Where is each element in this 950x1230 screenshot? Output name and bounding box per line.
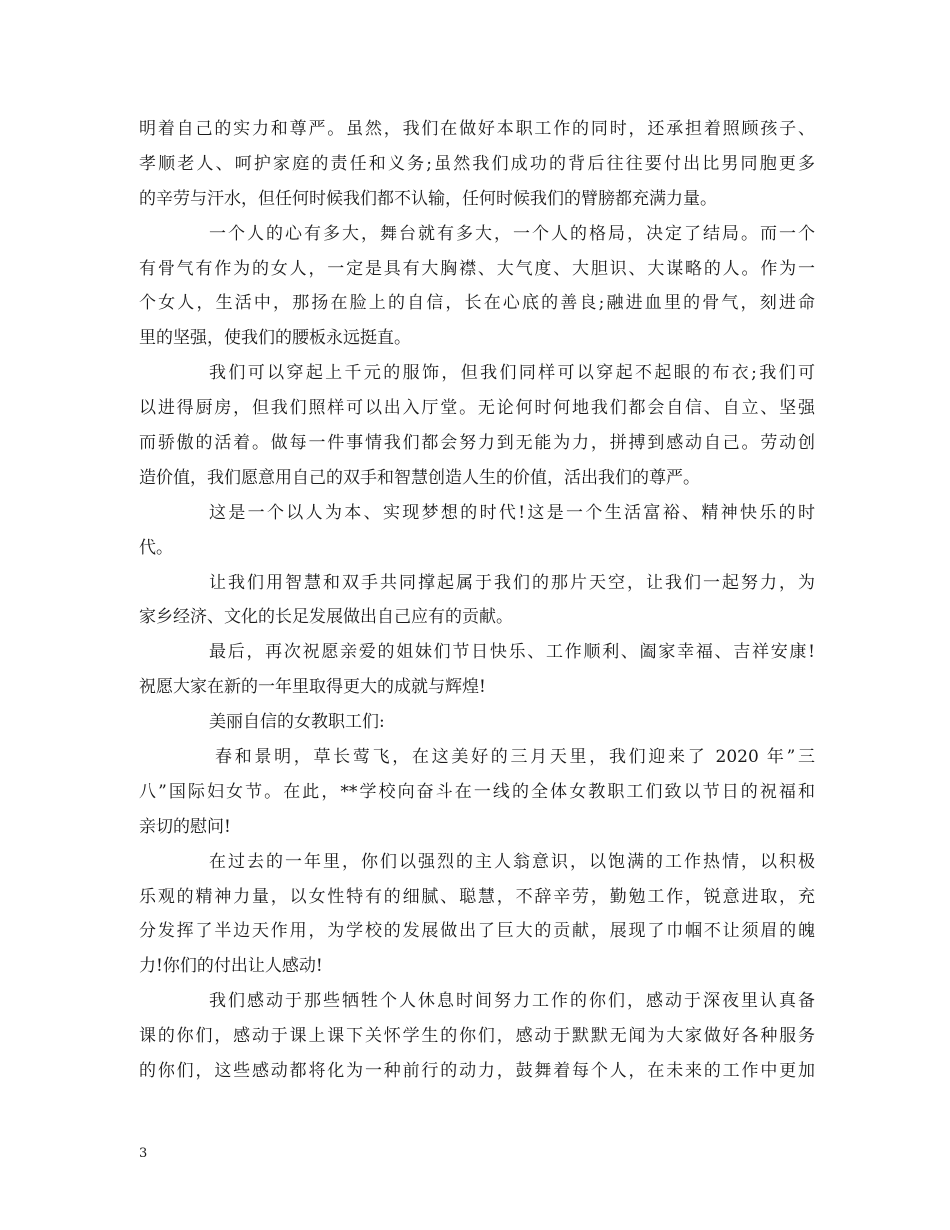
text-line: 力!你们的付出让人感动!	[139, 956, 323, 977]
text-line: 这是一个以人为本、实现梦想的时代!这是一个生活富裕、精神快乐的时	[209, 502, 815, 523]
text-line: 八”国际妇女节。在此，**学校向奋斗在一线的全体女教职工们致以节日的祝福和	[139, 781, 815, 802]
text-line: 我们可以穿起上千元的服饰，但我们同样可以穿起不起眼的布衣;我们可	[209, 363, 815, 384]
text-line: 一个人的心有多大，舞台就有多大，一个人的格局，决定了结局。而一个	[209, 223, 815, 244]
text-line: 里的坚强，使我们的腰板永远挺直。	[139, 328, 411, 349]
text-line: 乐观的精神力量，以女性特有的细腻、聪慧，不辞辛劳，勤勉工作，锐意进取，充	[139, 886, 815, 907]
page-number: 3	[139, 1146, 148, 1161]
text-line: 让我们用智慧和双手共同撑起属于我们的那片天空，让我们一起努力，为	[209, 572, 815, 593]
text-line: 在过去的一年里，你们以强烈的主人翁意识，以饱满的工作热情，以积极	[209, 851, 815, 872]
text-line: 美丽自信的女教职工们:	[209, 712, 385, 733]
text-line: 的你们，这些感动都将化为一种前行的动力，鼓舞着每个人，在未来的工作中更加	[139, 1061, 815, 1082]
text-line: 代。	[139, 537, 173, 558]
text-line: 祝愿大家在新的一年里取得更大的成就与辉煌!	[139, 677, 486, 698]
body-text	[139, 112, 815, 1089]
text-line: 而骄傲的活着。做每一件事情我们都会努力到无能为力，拼搏到感动自己。劳动创	[139, 433, 815, 454]
text-line: 我们感动于那些牺牲个人休息时间努力工作的你们，感动于深夜里认真备	[209, 991, 815, 1012]
text-line: 明着自己的实力和尊严。虽然，我们在做好本职工作的同时，还承担着照顾孩子、	[139, 119, 815, 139]
text-line: 有骨气有作为的女人，一定是具有大胸襟、大气度、大胆识、大谋略的人。作为一	[139, 258, 815, 279]
text-line: 最后，再次祝愿亲爱的姐妹们节日快乐、工作顺利、阖家幸福、吉祥安康!	[209, 642, 815, 663]
text-line: 春和景明，草长莺飞，在这美好的三月天里，我们迎来了 2020 年”三	[215, 747, 815, 768]
text-line: 个女人，生活中，那扬在脸上的自信，长在心底的善良;融进血里的骨气，刻进命	[139, 293, 815, 314]
text-line: 家乡经济、文化的长足发展做出自己应有的贡献。	[139, 607, 513, 628]
text-line: 以进得厨房，但我们照样可以出入厅堂。无论何时何地我们都会自信、自立、坚强	[139, 398, 815, 419]
text-line: 分发挥了半边天作用，为学校的发展做出了巨大的贡献，展现了巾帼不让须眉的魄	[139, 921, 815, 942]
text-line: 孝顺老人、呵护家庭的责任和义务;虽然我们成功的背后往往要付出比男同胞更多	[139, 153, 815, 174]
text-line: 造价值，我们愿意用自己的双手和智慧创造人生的价值，活出我们的尊严。	[139, 467, 700, 488]
text-line: 课的你们，感动于课上课下关怀学生的你们，感动于默默无闻为大家做好各种服务	[139, 1026, 815, 1047]
text-line: 的辛劳与汗水，但任何时候我们都不认输，任何时候我们的臂膀都充满力量。	[139, 188, 717, 209]
text-line: 亲切的慰问!	[139, 816, 231, 837]
